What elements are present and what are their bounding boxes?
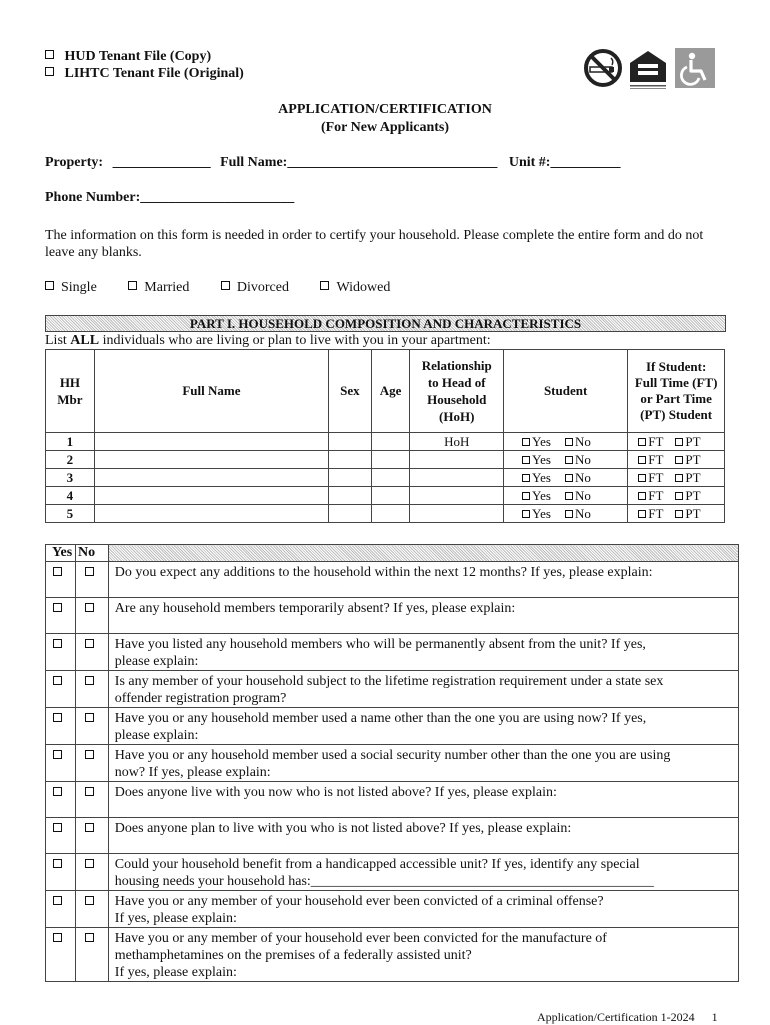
property-field[interactable]: ______________ — [112, 155, 211, 170]
intro-text: The information on this form is needed in order to certify your household. Please complete the entire form and do not leave any blanks. — [45, 228, 704, 260]
table-row — [46, 451, 725, 469]
property-label: Property: — [45, 155, 104, 170]
question-line-1: Could your household benefit from a handicapped accessible unit? If yes, identify any special — [114, 857, 640, 872]
yes-cell — [46, 598, 76, 634]
question-line-3: If yes, please explain: — [114, 965, 237, 980]
question-line-1: Does anyone live with you now who is not listed above? If yes, please explain: — [114, 785, 557, 800]
relationship-cell[interactable] — [410, 469, 504, 487]
yes-checkbox[interactable] — [53, 750, 62, 759]
page-subtitle: (For New Applicants) — [320, 120, 450, 135]
question-text — [108, 562, 738, 598]
no-checkbox[interactable] — [85, 603, 94, 612]
no-cell — [75, 818, 108, 854]
pt-option[interactable]: PT — [675, 434, 700, 449]
col-name: Full Name — [94, 350, 328, 433]
full-name-cell[interactable] — [94, 487, 328, 505]
question-line-2: please explain: — [114, 728, 199, 743]
question-text — [108, 598, 738, 634]
checkbox[interactable] — [522, 510, 530, 518]
yes-checkbox[interactable] — [53, 676, 62, 685]
col-relationship: Relationship to Head of Household (HoH) — [410, 350, 504, 433]
applicant-fields — [45, 155, 620, 171]
student-cell — [504, 433, 628, 451]
age-cell[interactable] — [371, 469, 410, 487]
unit-label: Unit #: — [508, 155, 551, 170]
col-student: Student — [504, 350, 628, 433]
checkbox[interactable] — [638, 474, 646, 482]
question-line-1: Are any household members temporarily absent? If yes, please explain: — [114, 601, 516, 616]
question-text — [108, 708, 738, 745]
no-cell — [75, 928, 108, 982]
ftpt-cell — [628, 433, 725, 451]
question-text — [108, 634, 738, 671]
question-line-1: Have you or any household member used a social security number other than the one you are using — [114, 748, 671, 763]
student-no[interactable]: No — [565, 452, 591, 467]
hh-number: 3 — [46, 469, 95, 487]
checkbox[interactable] — [522, 474, 530, 482]
col-ftpt: If Student: Full Time (FT) or Part Time (PT) Student — [628, 350, 725, 433]
page-number: 1 — [711, 1010, 718, 1024]
student-yes[interactable]: Yes — [522, 434, 551, 449]
no-cell — [75, 671, 108, 708]
phone-field[interactable]: ______________________ — [140, 190, 295, 205]
table-row — [46, 505, 725, 523]
yes-checkbox[interactable] — [53, 603, 62, 612]
question-line-2: methamphetamines on the premises of a federally assisted unit? — [114, 948, 472, 963]
checkbox[interactable] — [565, 456, 573, 464]
checkbox[interactable] — [522, 438, 530, 446]
no-cell — [75, 782, 108, 818]
questions-header-fill — [108, 545, 738, 562]
question-text — [108, 928, 738, 982]
checkbox[interactable] — [320, 281, 329, 290]
pt-option[interactable]: PT — [675, 470, 700, 485]
checkbox[interactable] — [522, 456, 530, 464]
ftpt-cell — [628, 451, 725, 469]
pt-option[interactable]: PT — [675, 488, 700, 503]
checkbox[interactable] — [638, 492, 646, 500]
student-yes[interactable]: Yes — [522, 452, 551, 467]
file-option-hud[interactable]: HUD Tenant File (Copy) — [45, 48, 244, 65]
part1-title: PART I. HOUSEHOLD COMPOSITION AND CHARACTERISTICS — [45, 315, 726, 332]
yes-cell — [46, 634, 76, 671]
student-no[interactable]: No — [565, 488, 591, 503]
question-text — [108, 782, 738, 818]
phone-label: Phone Number: — [45, 190, 141, 205]
yes-cell — [46, 708, 76, 745]
question-text — [108, 745, 738, 782]
status-divorced[interactable]: Divorced — [221, 280, 289, 295]
status-married[interactable]: Married — [128, 280, 189, 295]
question-text — [108, 891, 738, 928]
student-cell — [504, 469, 628, 487]
status-widowed[interactable]: Widowed — [320, 280, 390, 295]
part1-instruction: List ALL individuals who are living or plan to live with you in your apartment: — [45, 333, 491, 348]
no-checkbox[interactable] — [85, 713, 94, 722]
student-yes[interactable]: Yes — [522, 506, 551, 521]
yes-header: Yes — [46, 545, 76, 562]
question-line-1: Have you or any member of your household ever been convicted of a criminal offense? — [114, 894, 604, 909]
checkbox[interactable] — [675, 474, 683, 482]
question-text — [108, 671, 738, 708]
relationship-cell[interactable]: HoH — [410, 433, 504, 451]
phone-row — [45, 190, 294, 206]
no-cell — [75, 708, 108, 745]
full-name-cell[interactable] — [94, 469, 328, 487]
no-checkbox[interactable] — [85, 639, 94, 648]
checkbox[interactable] — [221, 281, 230, 290]
checkbox[interactable] — [565, 492, 573, 500]
questions-table — [45, 544, 739, 982]
question-row — [46, 854, 739, 891]
question-line-1: Does anyone plan to live with you who is not listed above? If yes, please explain: — [114, 821, 572, 836]
age-cell[interactable] — [371, 451, 410, 469]
student-no[interactable]: No — [565, 506, 591, 521]
table-row — [46, 487, 725, 505]
relationship-cell[interactable] — [410, 451, 504, 469]
checkbox[interactable] — [565, 474, 573, 482]
yes-cell — [46, 818, 76, 854]
ftpt-cell — [628, 469, 725, 487]
full-name-label: Full Name: — [220, 155, 288, 170]
question-row — [46, 782, 739, 818]
checkbox[interactable] — [638, 456, 646, 464]
checkbox[interactable] — [565, 510, 573, 518]
col-age: Age — [371, 350, 410, 433]
checkbox[interactable] — [675, 438, 683, 446]
hh-number: 1 — [46, 433, 95, 451]
question-line-1: Have you listed any household members who will be permanently absent from the unit? If yes, — [114, 637, 646, 652]
file-option-lihtc[interactable]: LIHTC Tenant File (Original) — [45, 65, 244, 82]
yes-checkbox[interactable] — [53, 896, 62, 905]
question-row — [46, 891, 739, 928]
no-cell — [75, 854, 108, 891]
table-row — [46, 433, 725, 451]
question-row — [46, 598, 739, 634]
household-table — [45, 349, 725, 523]
col-hh: HH Mbr — [46, 350, 95, 433]
question-row — [46, 745, 739, 782]
yes-cell — [46, 928, 76, 982]
relationship-cell[interactable] — [410, 487, 504, 505]
unit-field[interactable]: __________ — [550, 155, 621, 170]
page-title: APPLICATION/CERTIFICATION — [278, 102, 492, 117]
checkbox[interactable] — [128, 281, 137, 290]
question-row — [46, 671, 739, 708]
pt-option[interactable]: PT — [675, 506, 700, 521]
table-header-row — [46, 350, 725, 433]
hh-number: 2 — [46, 451, 95, 469]
question-line-2: offender registration program? — [114, 691, 287, 706]
no-cell — [75, 634, 108, 671]
no-cell — [75, 745, 108, 782]
question-line-2: housing needs your household has:_________________________________________________ — [114, 874, 654, 889]
ft-option[interactable]: FT — [638, 506, 663, 521]
no-checkbox[interactable] — [85, 787, 94, 796]
student-yes[interactable]: Yes — [522, 488, 551, 503]
student-no[interactable]: No — [565, 434, 591, 449]
checkbox[interactable] — [675, 456, 683, 464]
question-row — [46, 818, 739, 854]
yes-checkbox[interactable] — [53, 787, 62, 796]
full-name-cell[interactable] — [94, 433, 328, 451]
yes-cell — [46, 745, 76, 782]
question-line-1: Do you expect any additions to the household within the next 12 months? If yes, please explain: — [114, 565, 653, 580]
table-row — [46, 469, 725, 487]
yes-checkbox[interactable] — [53, 639, 62, 648]
question-row — [46, 708, 739, 745]
student-cell — [504, 487, 628, 505]
no-checkbox[interactable] — [85, 896, 94, 905]
question-text — [108, 854, 738, 891]
status-single[interactable]: Single — [45, 280, 97, 295]
sex-cell[interactable] — [328, 433, 371, 451]
ftpt-cell — [628, 487, 725, 505]
checkbox[interactable] — [638, 510, 646, 518]
no-checkbox[interactable] — [85, 750, 94, 759]
ft-option[interactable]: FT — [638, 434, 663, 449]
yes-checkbox[interactable] — [53, 713, 62, 722]
ftpt-cell — [628, 505, 725, 523]
checkbox[interactable] — [675, 510, 683, 518]
no-cell — [75, 891, 108, 928]
file-type-options — [45, 48, 244, 82]
checkbox[interactable] — [675, 492, 683, 500]
yes-cell — [46, 782, 76, 818]
student-yes[interactable]: Yes — [522, 470, 551, 485]
age-cell[interactable] — [371, 433, 410, 451]
no-checkbox[interactable] — [85, 859, 94, 868]
student-no[interactable]: No — [565, 470, 591, 485]
sex-cell[interactable] — [328, 469, 371, 487]
no-cell — [75, 562, 108, 598]
age-cell[interactable] — [371, 487, 410, 505]
marital-status — [45, 280, 390, 296]
questions-header-row — [46, 545, 739, 562]
age-cell[interactable] — [371, 505, 410, 523]
checkbox[interactable] — [45, 281, 54, 290]
sex-cell[interactable] — [328, 505, 371, 523]
accessibility-icon — [675, 48, 715, 88]
student-cell — [504, 451, 628, 469]
question-row — [46, 562, 739, 598]
ft-option[interactable]: FT — [638, 470, 663, 485]
question-row — [46, 928, 739, 982]
ft-option[interactable]: FT — [638, 452, 663, 467]
yes-cell — [46, 891, 76, 928]
question-line-1: Have you or any member of your household ever been convicted for the manufacture of — [114, 931, 607, 946]
question-line-2: If yes, please explain: — [114, 911, 237, 926]
checkbox[interactable] — [565, 438, 573, 446]
no-cell — [75, 598, 108, 634]
full-name-field[interactable]: ______________________________ — [287, 155, 498, 170]
col-sex: Sex — [328, 350, 371, 433]
no-checkbox[interactable] — [85, 567, 94, 576]
no-checkbox[interactable] — [85, 676, 94, 685]
question-line-1: Is any member of your household subject to the lifetime registration requirement under a state sex — [114, 674, 664, 689]
yes-checkbox[interactable] — [53, 933, 62, 942]
checkbox[interactable] — [45, 50, 54, 59]
sex-cell[interactable] — [328, 451, 371, 469]
yes-cell — [46, 854, 76, 891]
question-text — [108, 818, 738, 854]
question-line-1: Have you or any household member used a name other than the one you are using now? If yes, — [114, 711, 647, 726]
student-cell — [504, 505, 628, 523]
checkbox[interactable] — [45, 67, 54, 76]
no-checkbox[interactable] — [85, 933, 94, 942]
checkbox[interactable] — [638, 438, 646, 446]
yes-cell — [46, 671, 76, 708]
sex-cell[interactable] — [328, 487, 371, 505]
full-name-cell[interactable] — [94, 451, 328, 469]
yes-checkbox[interactable] — [53, 823, 62, 832]
question-line-2: please explain: — [114, 654, 199, 669]
equal-housing-icon — [627, 48, 669, 90]
question-row — [46, 634, 739, 671]
question-line-2: now? If yes, please explain: — [114, 765, 271, 780]
yes-checkbox[interactable] — [53, 567, 62, 576]
yes-cell — [46, 562, 76, 598]
logo-group — [583, 46, 718, 90]
pt-option[interactable]: PT — [675, 452, 700, 467]
ft-option[interactable]: FT — [638, 488, 663, 503]
checkbox[interactable] — [522, 492, 530, 500]
hh-number: 5 — [46, 505, 95, 523]
form-id: Application/Certification 1-2024 — [537, 1010, 695, 1024]
no-smoking-icon — [583, 48, 623, 88]
no-checkbox[interactable] — [85, 823, 94, 832]
full-name-cell[interactable] — [94, 505, 328, 523]
no-header: No — [75, 545, 108, 562]
footer — [537, 1010, 718, 1025]
hh-number: 4 — [46, 487, 95, 505]
yes-checkbox[interactable] — [53, 859, 62, 868]
relationship-cell[interactable] — [410, 505, 504, 523]
